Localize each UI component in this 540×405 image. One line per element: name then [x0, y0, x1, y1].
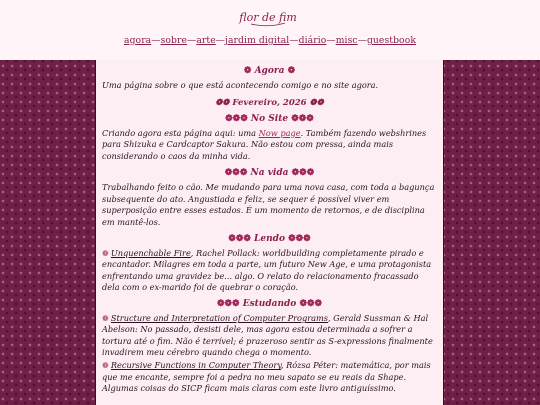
flower-icon: ❁❁❁ — [228, 234, 251, 244]
nav-link-agora[interactable]: agora — [124, 35, 152, 46]
nav-separator: — — [151, 35, 161, 46]
list-item: ❁ Recursive Functions in Computer Theory, Rózsa Péter: matemática, por mais que me encante, sempre foi a pedra no meu sapato se eu reais da Shape. Algumas coisas do SICP ficam mais claras com este livro antiguíssimo. — [102, 360, 431, 393]
nav-link-arte[interactable]: arte — [196, 35, 216, 46]
book-title[interactable]: Unquenchable Fire — [110, 248, 191, 258]
study-list — [102, 313, 437, 394]
section-title-site: ❁❁❁ No Site ❁❁❁ — [225, 113, 314, 124]
nav-link-misc[interactable]: misc — [335, 35, 358, 46]
section-title-agora: ❁ Agora ❁ — [243, 66, 296, 76]
life-text: Trabalhando feito o cão. Me mudando para uma nova casa, com toda a bagunça subsequente do ato. Angustiada e feliz, se sequer é possível viver em superposição entre esses estados. É um momento de retornos, e de disciplina em mantê-los. — [102, 182, 435, 227]
nav-separator: — — [187, 35, 197, 46]
intro-text: Uma página sobre o que está acontecendo comigo e no site agora. — [102, 80, 379, 90]
now-page-link[interactable]: Now page — [258, 127, 301, 138]
logo-text: flor de fim — [239, 11, 297, 24]
book-title[interactable]: Recursive Functions in Computer Theory — [110, 360, 281, 371]
flower-bullet-icon: ❁ — [102, 313, 109, 324]
section-title-life: ❁❁❁ Na vida ❁❁❁ — [224, 168, 315, 178]
site-header — [0, 0, 540, 60]
flower-icon: ❁❁❁ — [291, 113, 314, 124]
section-title-reading: ❁❁❁ Lendo ❁❁❁ — [228, 234, 311, 244]
main-nav — [0, 35, 540, 46]
flower-icon: ❁❁❁ — [225, 113, 248, 124]
list-item: ❁ Structure and Interpretation of Computer Programs, Gerald Sussman & Hal Abelson: No passado, desisti dele, mas agora estou determinada a sofrer a tortura até o fim. Não é terrível; é prazeroso sentir as S-expressions finalmente invadirem meu cérebro quando chega o momento. — [102, 313, 433, 358]
flower-icon: ❁ — [287, 66, 296, 76]
nav-link-sobre[interactable]: sobre — [160, 35, 188, 46]
site-text: Criando agora esta página aqui: uma Now page. Também fazendo webshrines para Shizuka e Cardcaptor Sakura. Não estou com pressa, ainda mais considerando o caos da minha vida. — [102, 127, 427, 161]
flower-icon: ❁❁ — [309, 97, 324, 108]
main-content — [95, 60, 444, 405]
site-logo[interactable] — [239, 4, 297, 30]
nav-separator: — — [289, 35, 299, 46]
flower-icon: ❁ — [243, 66, 252, 76]
flower-icon: ❁❁❁ — [216, 299, 240, 310]
reading-list — [102, 248, 437, 293]
flower-icon: ❁❁❁ — [291, 168, 315, 178]
nav-separator: — — [326, 35, 336, 46]
flower-icon: ❁❁❁ — [299, 299, 323, 310]
flower-bullet-icon: ❁ — [102, 360, 109, 371]
section-title-study: ❁❁❁ Estudando ❁❁❁ — [216, 299, 323, 310]
flower-icon: ❁❁ — [215, 97, 230, 108]
flower-icon: ❁❁❁ — [224, 168, 248, 178]
flower-icon: ❁❁❁ — [288, 234, 311, 244]
date-heading: ❁❁ Fevereiro, 2026 ❁❁ — [215, 97, 324, 108]
nav-link-diário[interactable]: diário — [298, 35, 327, 46]
book-title[interactable]: Structure and Interpretation of Computer Programs — [110, 313, 328, 324]
nav-separator: — — [357, 35, 367, 46]
list-item: ❁ Unquenchable Fire, Rachel Pollack: worldbuilding completamente pirado e encantador. Milagres em toda a parte, um futuro New Age, e uma protagonista enfrentando uma gravidez be... algo. O relato do relacionamento fracassado dela com o ex-marido foi de quebrar o coração. — [102, 248, 432, 292]
nav-separator: — — [215, 35, 226, 46]
nav-link-guestbook[interactable]: guestbook — [366, 35, 416, 46]
nav-link-jardim-digital[interactable]: jardim digital — [225, 35, 290, 46]
flower-bullet-icon: ❁ — [102, 248, 109, 258]
